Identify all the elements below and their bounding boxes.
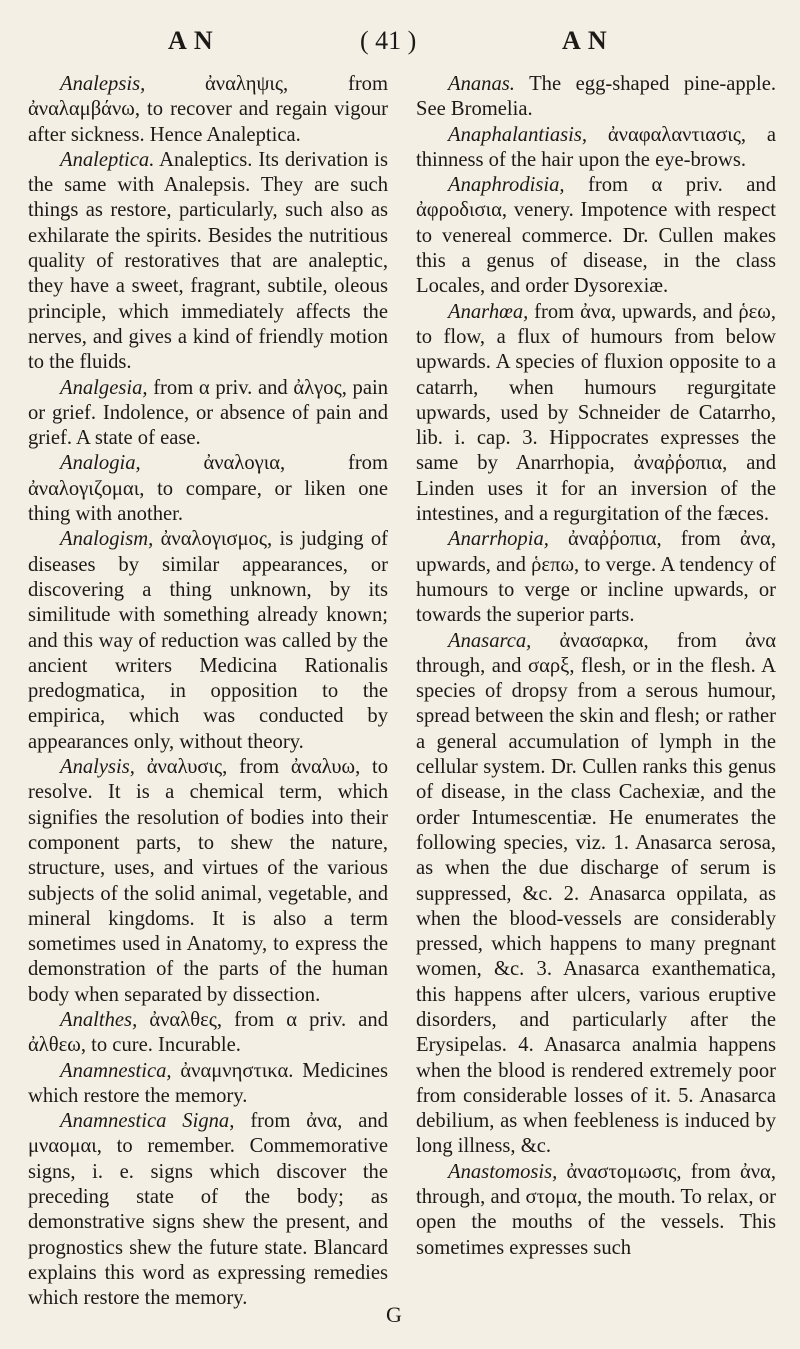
dictionary-entry	[28, 1109, 388, 1311]
entry-headword: Analysis,	[60, 756, 135, 779]
entry-headword: Anaphrodisia,	[448, 174, 565, 197]
entry-headword: Anastomosis,	[448, 1160, 558, 1183]
dictionary-entry	[416, 123, 776, 174]
signature-mark: G	[386, 1302, 402, 1327]
dictionary-entry	[28, 376, 388, 452]
entry-definition: Analeptics. Its derivation is the same with Analepsis. They are such things as restore, particularly, such also as exhilarate the spirits. Besides the nutritious quality of restoratives that are analeptic, they have a sweet, fragrant, subtile, oleous principle, which immediately affects the nerves, and gives a kind of friendly motion to the fluids.	[28, 148, 388, 374]
entry-headword: Analepsis,	[60, 73, 146, 95]
entry-headword: Anamnestica Signa,	[60, 1110, 235, 1133]
entry-definition: ἀναλθες, from α priv. and ἀλθεω, to cure. Incurable.	[28, 1008, 388, 1057]
entry-definition: ἀναῤῥοπια, from ἀνα, upwards, and ῥεπω, to verge. A tendency of humours to verge or incline upwards, or towards the superior parts.	[416, 528, 776, 627]
entry-headword: Anaphalantiasis,	[448, 123, 588, 146]
entry-definition: ἀναμνηστικα. Medicines which restore the memory.	[28, 1059, 388, 1107]
running-header	[0, 26, 800, 56]
dictionary-entry	[416, 629, 776, 1160]
entry-definition: from α priv. and ἀλγος, pain or grief. Indolence, or absence of pain and grief. A state of ease.	[28, 376, 388, 450]
entry-definition: ἀνασαρκα, from ἀνα through, and σαρξ, flesh, or in the flesh. A species of dropsy from a serous humour, spread between the skin and flesh; or rather a general accumulation of lymph in the cellular system. Dr. Cullen ranks this genus of disease, in the class Cachexiæ, and the order Intumescentiæ. He enumerates the following species, viz. 1. Anasarca serosa, as when the due discharge of serum is suppressed, &c. 2. Anasarca oppilata, as when the blood-vessels are considerably pressed, which happens to many pregnant women, &c. 3. Anasarca exanthematica, this happens after ulcers, various eruptive disorders, and particularly after the Erysipelas. 4. Anasarca analmia happens when the blood is rendered extremely poor from considerable losses of it. 5. Anasarca debilium, as when feebleness is induced by long illness, &c.	[416, 629, 776, 1158]
entry-definition: ἀναστομωσις, from ἀνα, through, and στομα, the mouth. To relax, or open the mouths of the vessels. This sometimes expresses such	[416, 1160, 776, 1259]
entry-definition: ἀναλυσις, from ἀναλυω, to resolve. It is a chemical term, which signifies the resolution of bodies into their component parts, to shew the nature, structure, uses, and virtues of the various subjects of the solid animal, vegetable, and mineral kingdoms. It is also a term sometimes used in Anatomy, to express the demonstration of the parts of the human body when separated by dissection.	[28, 756, 389, 1006]
dictionary-entry	[28, 527, 388, 755]
dictionary-entry	[416, 1160, 776, 1261]
entry-headword: Analeptica.	[60, 148, 155, 171]
entry-headword: Analogism,	[60, 528, 154, 551]
entry-headword: Analgesia,	[60, 376, 148, 399]
dictionary-entry	[28, 72, 388, 148]
entry-definition: from ἀνα, upwards, and ῥεω, to flow, a flux of humours from below upwards. A species of fluxion opposite to a catarrh, when humours regurgitate upwards, used by Schneider de Catarrho, lib. i. cap. 3. Hippocrates expresses the same by Anarrhopia, ἀναῤῥοπια, and Linden uses it for an inversion of the intestines, and a regurgitation of the fæces.	[416, 300, 776, 526]
entry-headword: Ananas.	[448, 73, 515, 95]
entry-definition: from ἀνα, and μναομαι, to remember. Commemorative signs, i. e. signs which discover the preceding state of the body; as demonstrative signs shew the present, and prognostics shew the future state. Blancard explains this word as expressing remedies which restore the memory.	[28, 1110, 388, 1310]
dictionary-entry	[416, 300, 776, 528]
page-number: ( 41 )	[360, 26, 417, 55]
left-column	[28, 72, 388, 1312]
entry-headword: Anarhœa,	[448, 300, 529, 323]
header-right-guide-word: A N	[562, 26, 608, 55]
dictionary-entry	[28, 1059, 388, 1110]
entry-headword: Analogia,	[60, 452, 141, 475]
entry-definition: ἀναφαλαντιασις, a thinness of the hair upon the eye-brows.	[416, 123, 776, 171]
dictionary-entry	[416, 527, 776, 628]
dictionary-entry	[28, 148, 388, 376]
entry-definition: ἀναλογια, from ἀναλογιζομαι, to compare, or liken one thing with another.	[28, 452, 388, 526]
entry-definition: ἀναλογισμος, is judging of diseases by similar appearances, or discovering a thing unknown, by its similitude with something already known; and this way of reduction was called by the ancient writers Medicina Rationalis predogmatica, in opposition to the empirica, which was conducted by appearances only, without theory.	[28, 528, 388, 753]
dictionary-entry	[416, 72, 776, 123]
dictionary-entry	[416, 173, 776, 299]
entry-headword: Anamnestica,	[60, 1059, 172, 1082]
entry-definition: The egg-shaped pine-apple. See Bromelia.	[416, 73, 776, 121]
entry-headword: Anarrhopia,	[448, 528, 549, 551]
header-left-guide-word: A N	[168, 26, 214, 55]
entry-headword: Analthes,	[60, 1008, 138, 1031]
dictionary-entry	[28, 755, 388, 1008]
entry-headword: Anasarca,	[448, 629, 532, 652]
dictionary-entry	[28, 451, 388, 527]
right-column	[416, 72, 776, 1261]
dictionary-entry	[28, 1008, 388, 1059]
entry-definition: from α priv. and ἀφροδισια, venery. Impotence with respect to venereal commerce. Dr. Cullen makes this a genus of disease, in the class Locales, and order Dysorexiæ.	[416, 174, 776, 298]
entry-definition: ἀναληψις, from ἀναλαμβάνω, to recover and regain vigour after sickness. Hence Analeptica.	[28, 73, 388, 146]
